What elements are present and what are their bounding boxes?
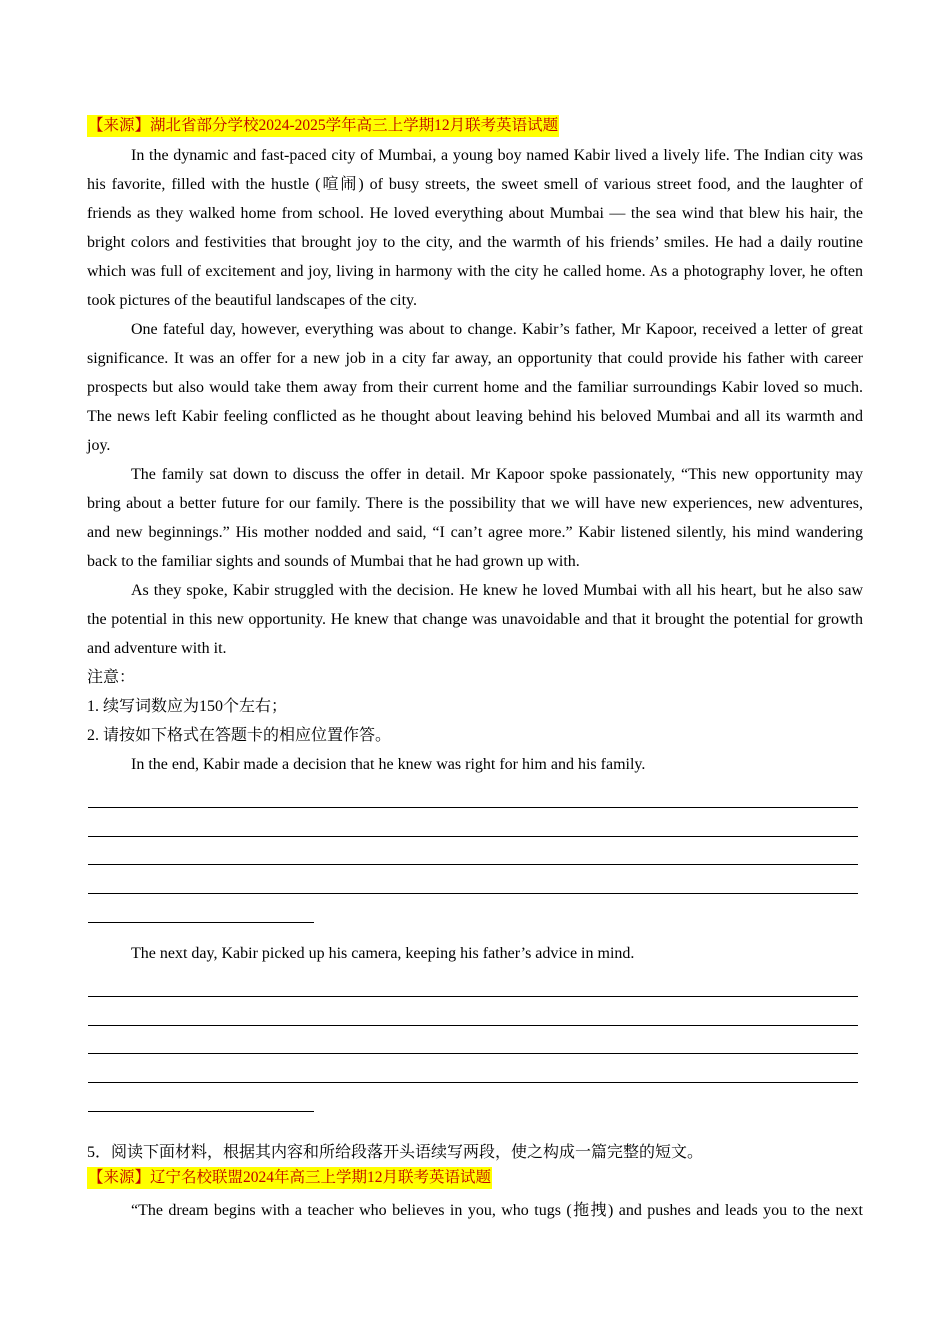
answer-line bbox=[88, 1054, 858, 1083]
story-paragraph-next: “The dream begins with a teacher who believes in you, who tugs (拖拽) and pushes and leads you to the next bbox=[131, 1201, 863, 1219]
story-paragraph-1: In the dynamic and fast-paced city of Mumbai, a young boy named Kabir lived a lively life. The Indian city was his favorite, filled with the hustle (喧闹) of busy streets, the sweet smell of various street food, and the laughter of friends as they walked home from school. He loved everything about Mumbai — the sea wind that blew his hair, the bright colors and festivities that brought joy to the city, and the warmth of his friends’ smiles. He had a daily routine which was full of excitement and joy, living in harmony with the city he called home. As a photography lover, he often took pictures of the beautiful landscapes of the city. bbox=[87, 147, 863, 309]
answer-line bbox=[88, 779, 858, 808]
note-item-1: 1. 续写词数应为150个左右； bbox=[87, 698, 288, 715]
answer-line-short bbox=[88, 894, 314, 923]
answer-line-short bbox=[88, 1083, 314, 1112]
paragraph-starter-1: In the end, Kabir made a decision that he knew was right for him and his family. bbox=[131, 756, 646, 773]
answer-line bbox=[88, 968, 858, 997]
note-item-2: 2. 请按如下格式在答题卡的相应位置作答。 bbox=[87, 727, 392, 744]
answer-line bbox=[88, 1026, 858, 1055]
source-label: 【来源】湖北省部分学校2024-2025学年高三上学期12月联考英语试题 bbox=[87, 115, 559, 137]
story-paragraph-3: The family sat down to discuss the offer in detail. Mr Kapoor spoke passionately, “This new opportunity may bring about a better future for our family. There is the possibility that we will have new experiences, new adventures, and new beginnings.” His mother nodded and said, “I can’t agree more.” Kabir listened silently, his mind wandering back to the familiar sights and sounds of Mumbai that he had grown up with. bbox=[87, 466, 863, 570]
answer-line bbox=[88, 837, 858, 866]
answer-line bbox=[88, 808, 858, 837]
answer-line bbox=[88, 997, 858, 1026]
question-5-instruction: 5．阅读下面材料，根据其内容和所给段落开头语续写两段，使之构成一篇完整的短文。 bbox=[87, 1143, 704, 1161]
story-paragraph-4: As they spoke, Kabir struggled with the decision. He knew he loved Mumbai with all his heart, but he also saw the potential in this new opportunity. He knew that change was unavoidable and that it brought the potential for growth and adventure with it. bbox=[87, 582, 863, 657]
notes-title: 注意： bbox=[87, 669, 136, 686]
paragraph-starter-2: The next day, Kabir picked up his camera, keeping his father’s advice in mind. bbox=[131, 944, 635, 962]
story-paragraph-2: One fateful day, however, everything was about to change. Kabir’s father, Mr Kapoor, received a letter of great significance. It was an offer for a new job in a city far away, an opportunity that could provide his father with career prospects but also would take them away from their current home and the familiar surroundings Kabir loved so much. The news left Kabir feeling conflicted as he thought about leaving behind his beloved Mumbai and all its warmth and joy. bbox=[87, 321, 863, 454]
document-content bbox=[87, 115, 863, 1225]
source-label-2: 【来源】辽宁名校联盟2024年高三上学期12月联考英语试题 bbox=[87, 1167, 492, 1189]
answer-line bbox=[88, 865, 858, 894]
